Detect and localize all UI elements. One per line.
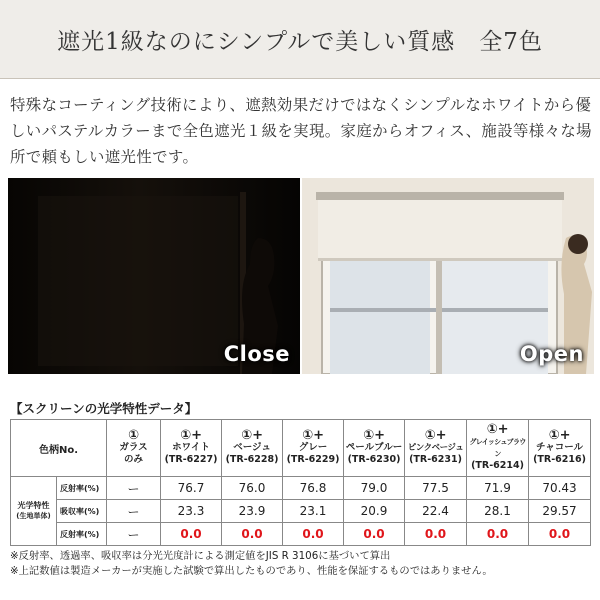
open-photo	[302, 178, 594, 374]
table-title: 【スクリーンの光学特性データ】	[10, 401, 198, 416]
table-row	[11, 523, 591, 546]
table-cell: 0.0	[529, 523, 591, 546]
table-cell: 70.43	[529, 477, 591, 500]
table-cell: 76.8	[283, 477, 344, 500]
column-header: ①+ ペールブルー (TR-6230)	[344, 420, 405, 477]
row-label: 吸収率(%)	[57, 500, 107, 523]
column-header: ①+ ベージュ (TR-6228)	[222, 420, 283, 477]
open-label: Open	[519, 342, 584, 366]
footnote-2: ※上記数値は製造メーカーが実施した試験で算出したものであり、性能を保証するものではありません。	[10, 565, 493, 577]
title-banner	[0, 0, 600, 79]
table-cell: 0.0	[405, 523, 467, 546]
row-label: 反射率(%)	[57, 523, 107, 546]
table-header-row	[11, 420, 591, 477]
table-cell: 77.5	[405, 477, 467, 500]
table-cell: 28.1	[467, 500, 529, 523]
banner-title: 遮光1級なのにシンプルで美しい質感 全7色	[57, 28, 543, 55]
intro-text: 特殊なコーティング技術により、遮熱効果だけではなくシンプルなホワイトから優しいパステルカラーまで全色遮光１級を実現。家庭からオフィス、施設等様々な場所で頼もしい遮光性です。	[10, 96, 592, 166]
close-label: Close	[223, 342, 290, 366]
row-label: 反射率(%)	[57, 477, 107, 500]
table-row	[11, 477, 591, 500]
table-cell: 79.0	[344, 477, 405, 500]
optical-data-table	[10, 419, 591, 546]
table-cell: ー	[107, 523, 161, 546]
table-cell: 23.9	[222, 500, 283, 523]
table-cell: 0.0	[222, 523, 283, 546]
column-header: ①+ グレー (TR-6229)	[283, 420, 344, 477]
table-cell: 23.3	[161, 500, 222, 523]
table-cell: 0.0	[161, 523, 222, 546]
group-label: 光学特性 (生地単体)	[11, 477, 57, 546]
table-cell: 29.57	[529, 500, 591, 523]
column-header: ①+ ホワイト (TR-6227)	[161, 420, 222, 477]
table-cell: 22.4	[405, 500, 467, 523]
footnotes	[10, 549, 493, 579]
table-cell: 0.0	[344, 523, 405, 546]
table-cell: 20.9	[344, 500, 405, 523]
close-photo	[8, 178, 300, 374]
column-header: ①+ チャコール (TR-6216)	[529, 420, 591, 477]
table-cell: 0.0	[467, 523, 529, 546]
table-cell: 0.0	[283, 523, 344, 546]
table-cell: 76.0	[222, 477, 283, 500]
table-cell: 23.1	[283, 500, 344, 523]
column-header: ①+ ピンクベージュ (TR-6231)	[405, 420, 467, 477]
column-header: ①+ グレイッシュブラウン (TR-6214)	[467, 420, 529, 477]
table-cell: 71.9	[467, 477, 529, 500]
table-cell: ー	[107, 500, 161, 523]
table-row	[11, 500, 591, 523]
table-cell: 76.7	[161, 477, 222, 500]
column-header: ① ガラス のみ	[107, 420, 161, 477]
color-no-header: 色柄No.	[11, 420, 107, 477]
footnote-1: ※反射率、透過率、吸収率は分光光度計による測定値をJIS R 3106に基づいて算出	[10, 550, 391, 562]
table-cell: ー	[107, 477, 161, 500]
